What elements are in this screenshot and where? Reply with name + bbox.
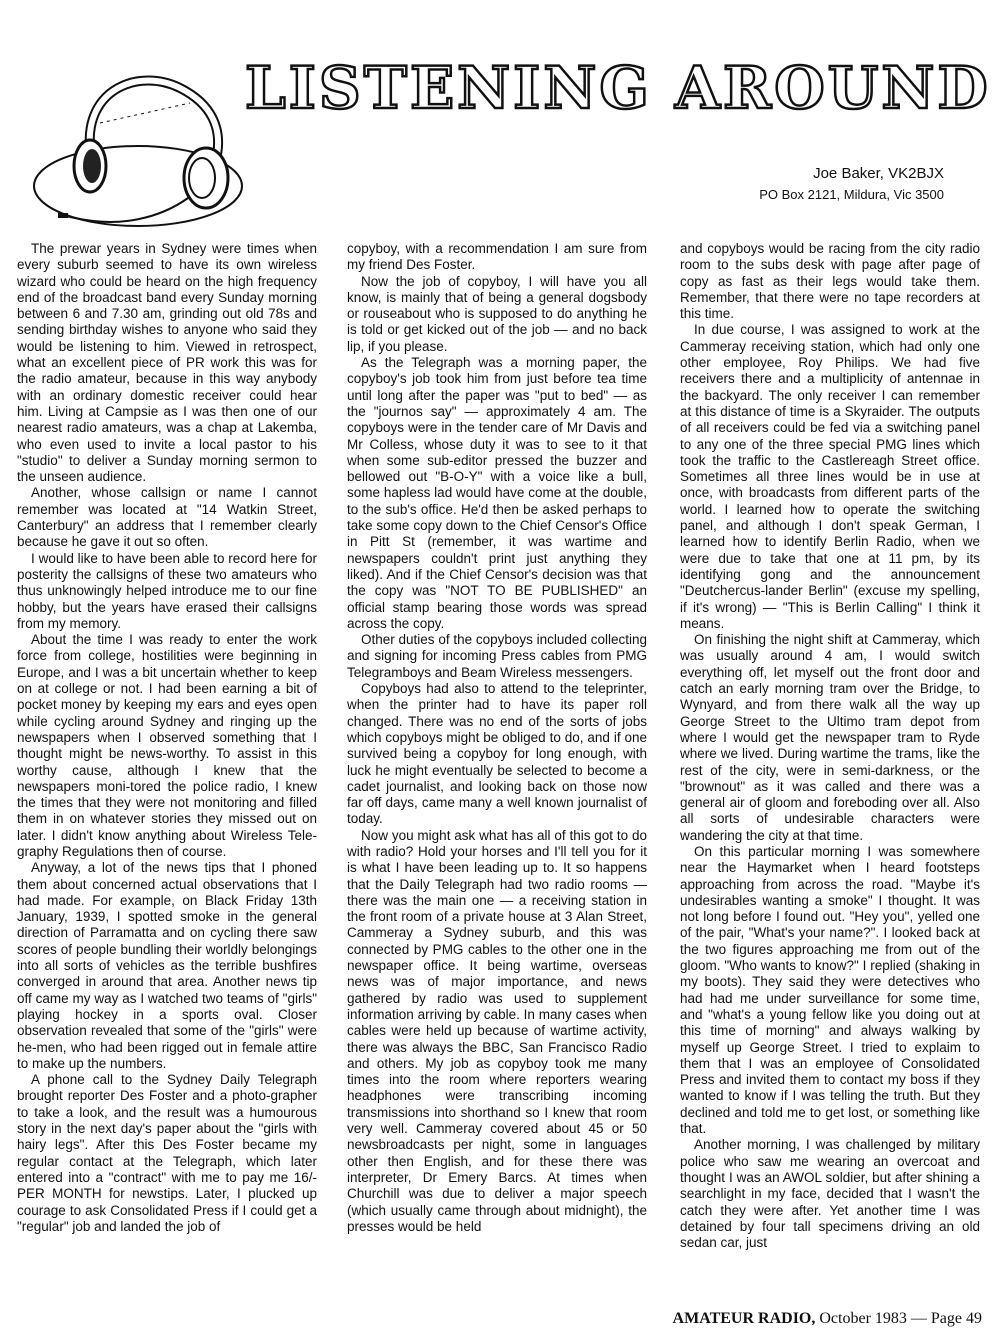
paragraph: Another morning, I was challenged by military police who saw me wearing an overcoat and thought I was an AWOL soldier, but after shining a searchlight in my face, decided that I wasn't the catch they were after. Yet another time I was detained by four tall specimens driving an old sedan car, just — [680, 1137, 980, 1251]
paragraph: On finishing the night shift at Cammeray, which was usually around 4 am, I would switch everything off, let myself out the front door and catch an early morning tram over the Bridge, to Wynyard, and from there walk all the way up George Street to the Ultimo tram depot from where I would get the newspaper tram to Ryde where we lived. During wartime the trams, like the rest of the city, were in semi-darkness, or the "brownout" as it was called and there was a general air of gloom and foreboding over all. Also all sorts of undesirable characters were wandering the city at that time. — [680, 632, 980, 843]
paragraph: copyboy, with a recommendation I am sure from my friend Des Foster. — [347, 241, 647, 273]
paragraph: Another, whose callsign or name I cannot remember was located at "14 Watkin Street, Canterbury" an address that I remember clearly because he gave it out so often. — [17, 485, 317, 550]
paragraph: I would like to have been able to record here for posterity the callsigns of these two amateurs who thus unknowingly helped introduce me to our fine hobby, but the years have erased their callsigns from my memory. — [17, 550, 317, 631]
headphones-illustration — [30, 68, 250, 238]
paragraph: On this particular morning I was somewhere near the Haymarket when I heard footsteps approaching from across the road. "Maybe it's undesirables wanting a smoke" I thought. It was not long before I found out. "Hey you", yelled one of the pair, "What's your name?". I looked back at the two figures approaching me from out of the gloom. "Who wants to know?" I replied (shaking in my boots). They said they were detectives who had had me under surveillance for some time, and "what's a young fellow like you doing out at this time of morning" and always walking by myself up George Street. I tried to explaim to them that I was an employee of Consolidated Press and invited them to contact my boss if they wanted to know if I was telling the truth. But they declined and told me to get lost, or something like that. — [680, 843, 980, 1137]
paragraph: A phone call to the Sydney Daily Telegraph brought reporter Des Foster and a photo-grapher to take a look, and the result was a humourous story in the next day's paper about the "girls with hairy legs". After this Des Foster became my regular contact at the Telegraph, which later entered into a "contract" with me to pay me 16/- PER MONTH for newstips. Later, I plucked up courage to ask Consolidated Press if I could get a "regular" job and landed the job of — [17, 1072, 317, 1234]
page-footer — [673, 1310, 982, 1328]
column-3 — [680, 241, 980, 1251]
article-title: LISTENING AROUND — [245, 54, 991, 122]
byline — [759, 163, 944, 205]
paragraph: About the time I was ready to enter the work force from college, hostilities were beginning in Europe, and I was a bit uncertain whether to keep on at college or not. I had been earning a bit of pocket money by keeping my ears and eyes open while cycling around Sydney and ringing up the newspapers when I observed something that I thought might be news-worthy. To assist in this worthy cause, although I knew that the newspapers moni-tored the police radio, I knew the times that they were not monitoring and filled them in on whatever stories they missed out on later. I didn't know anything about Wireless Tele-graphy Regulations then of course. — [17, 632, 317, 859]
page-number: — Page 49 — [910, 1310, 982, 1327]
paragraph: As the Telegraph was a morning paper, the copyboy's job took him from just before tea time until long after the paper was "put to bed" — as the "journos say" — approximately 4 am. The copyboys were in the tender care of Mr Davis and Mr Colless, whose duty it was to see to it that when some sub-editor pressed the buzzer and bellowed out "B-O-Y" with a voice like a bull, some hapless lad would have come at the double, to the sub's office. He'd then be asked perhaps to take some copy down to the Chief Censor's Office in Pitt St (remember, it was wartime and newspapers couldn't print just anything they liked). And if the Chief Censor's decision was that the copy was "NOT TO BE PUBLISHED" an official stamp bearing those words was spread across the copy. — [347, 355, 647, 631]
issue-date: October 1983 — [819, 1310, 907, 1327]
paragraph: Now you might ask what has all of this got to do with radio? Hold your horses and I'll tell you for it is what I have been leading up to. It so happens that the Daily Telegraph had two radio rooms — there was the main one — a receiving station in the front room of a private house at 3 Alan Street, Cammeray a Sydney suburb, and this was connected by PMG cables to the other one in the newspaper office. It being wartime, overseas news was of major importance, and news gathered by radio was used to supplement information arriving by cable. In many cases when cables were held up because of wartime activity, there was always the BBC, San Francisco Radio and others. My job as copyboy took me many times into the room where reporters wearing headphones were transcribing incoming transmissions into shorthand so I knew that room very well. Cammeray covered about 45 or 50 newsbroadcasts per night, some in languages other then English, and for these there was interpreter, Dr Emery Barcs. At times when Churchill was due to deliver a major speech (which usually came through about midnight), the presses would be held — [347, 827, 647, 1234]
magazine-name: AMATEUR RADIO, — [672, 1310, 816, 1327]
paragraph: Anyway, a lot of the news tips that I phoned them about concerned actual observations that I had made. For example, on Black Friday 13th January, 1939, I spotted smoke in the general direction of Parramatta and on cycling there saw scores of people bundling their worldly belongings into all sorts of vehicles as the terrible bushfires converged in around that area. Another news tip off came my way as I watched two teams of "girls" playing hockey in a sports oval. Closer observation revealed that some of the "girls" were he-men, who had been rigged out in female attire to make up the numbers. — [17, 860, 317, 1071]
paragraph: In due course, I was assigned to work at the Cammeray receiving station, which had only one other employee, Roy Philips. We had five receivers there and a multiplicity of antennae in the backyard. The only receiver I can remember at this distance of time is a Skyraider. The outputs of all receivers could be fed via a switching panel to any one of the three special PMG lines which took the traffic to the Castlereagh Street office. Sometimes all three lines would be in use at once, with broadcasts from different parts of the world. I learned how to operate the switching panel, and although I don't speak German, I learned how to identify Berlin Radio, when we were due to take that one at 11 pm, by its identifying gong and the announcement "Deutchercus-lander Berlin" (excuse my spelling, if it's wrong) — "This is Berlin Calling" I think it means. — [680, 322, 980, 631]
author-name: Joe Baker, VK2BJX — [813, 165, 944, 182]
paragraph: Now the job of copyboy, I will have you all know, is mainly that of being a general dogsbody or rouseabout who is supposed to do anything he is told or get kicked out of the job — and no back lip, if you please. — [347, 273, 647, 354]
author-address: PO Box 2121, Mildura, Vic 3500 — [759, 187, 944, 202]
paragraph: The prewar years in Sydney were times when every suburb seemed to have its own wireless wizard who could be heard on the high frequency end of the broadcast band every Sunday morning between 6 and 7.30 am, grinding out old 78s and sending birthday wishes to anyone who said they would be listening to him. Viewed in retrospect, what an excellent piece of PR work this was for the radio amateur, because in this way anybody with an ordinary domestic receiver could hear him. Living at Campsie as I was then one of our nearest radio amateurs, was a chap at Lakemba, who even used to invite a local pastor to his "studio" to deliver a Sunday morning sermon to the unseen audience. — [17, 241, 317, 485]
paragraph: Copyboys had also to attend to the teleprinter, when the printer had to have its paper roll changed. There was no end of the sorts of jobs which copyboys might be obliged to do, and if one survived being a copyboy for long enough, with luck he might eventually be selected to become a cadet journalist, and looking back on those now far off days, came many a well known journalist of today. — [347, 681, 647, 827]
column-1 — [17, 241, 317, 1235]
paragraph: Other duties of the copyboys included collecting and signing for incoming Press cables from PMG Telegramboys and Beam Wireless messengers. — [347, 632, 647, 680]
paragraph: and copyboys would be racing from the city radio room to the subs desk with page after page of copy as fast as their legs would take them. Remember, that there were no tape recorders at this time. — [680, 241, 980, 322]
column-2 — [347, 241, 647, 1235]
